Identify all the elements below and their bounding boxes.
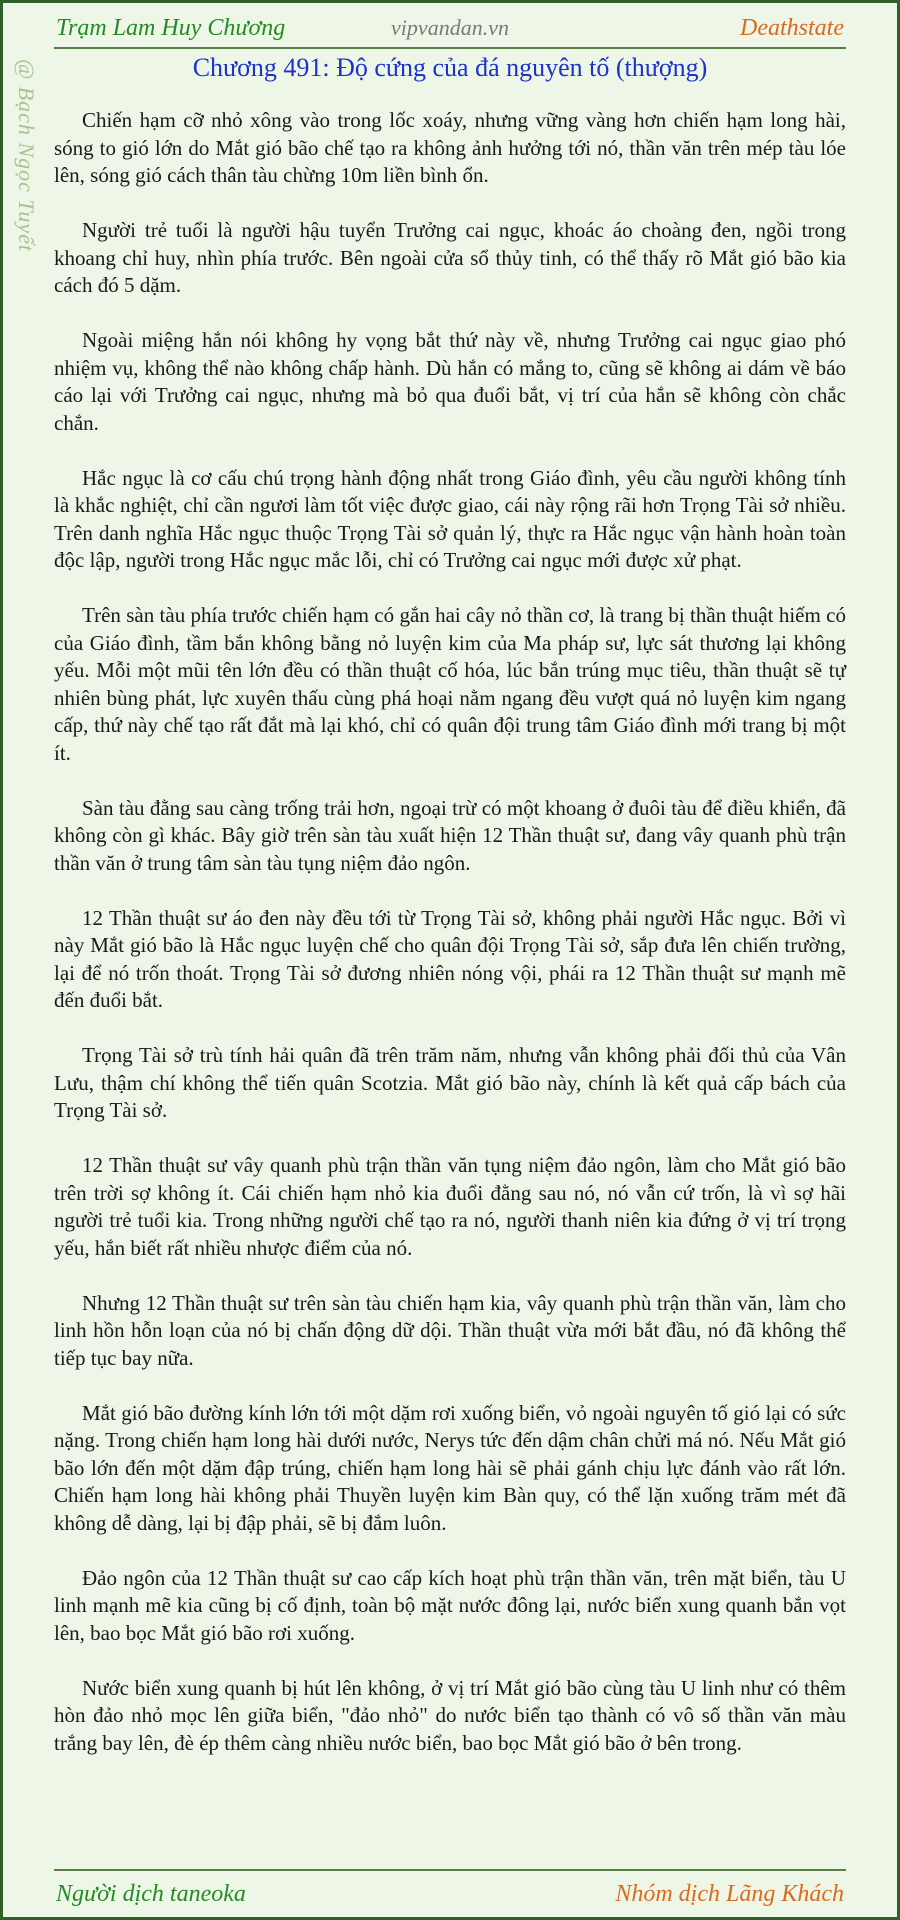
paragraph: 12 Thần thuật sư áo đen này đều tới từ Trọng Tài sở, không phải người Hắc ngục. Bởi vì này Mắt gió bão là Hắc ngục luyện chế cho quân đội Trọng Tài sở, sắp đưa lên chiến trường, lại để nó trốn thoát. Trọng Tài sở đương nhiên nóng vội, phái ra 12 Thần thuật sư mạnh mẽ đến đuổi bắt. [54,905,846,1012]
paragraph: Chiến hạm cỡ nhỏ xông vào trong lốc xoáy, nhưng vững vàng hơn chiến hạm long hài, sóng to gió lớn do Mắt gió bão chế tạo ra không ảnh hưởng tới nó, thần văn trên mép tàu lóe lên, sóng gió cách thân tàu chừng 10m liền bình ổn. [54,108,846,187]
paragraph: 12 Thần thuật sư vây quanh phù trận thần văn tụng niệm đảo ngôn, làm cho Mắt gió bão trên trời sợ không ít. Cái chiến hạm nhỏ kia đuổi đằng sau nó, nó vẫn cứ trốn, là vì sợ hãi người trẻ tuổi kia. Trong những người chế tạo ra nó, người thanh niên kia đứng ở vị trí trọng yếu, hắn biết rất nhiều nhược điểm của nó. [54,1153,846,1260]
header-translation-site: Trạm Lam Huy Chương [56,15,286,41]
header-website: vipvandan.vn [391,15,509,40]
footer-translator: Người dịch taneoka [56,1881,246,1907]
paragraph: Đảo ngôn của 12 Thần thuật sư cao cấp kích hoạt phù trận thần văn, trên mặt biển, tàu U linh mạnh mẽ kia cũng bị cố định, toàn bộ mặt nước đông lại, nước biển xung quanh bắn vọt lên, bao bọc Mắt gió bão rơi xuống. [54,1565,846,1645]
paragraph: Ngoài miệng hắn nói không hy vọng bắt thứ này về, nhưng Trưởng cai ngục giao phó nhiệm vụ, không thể nào không chấp hành. Dù hắn có mắng to, cũng sẽ không ai dám về báo cáo lại với Trưởng cai ngục, nhưng mà bỏ qua đuổi bắt, vị trí của hắn sẽ không còn chắc chắn. [54,328,846,435]
side-credit: @ Bạch Ngọc Tuyết [14,59,39,253]
page-footer [54,1869,846,1909]
chapter-body [54,107,846,1785]
paragraph: Trọng Tài sở trù tính hải quân đã trên trăm năm, nhưng vẫn không phải đối thủ của Vân Lưu, thậm chí không thể tiến quân Scotzia. Mắt gió bão này, chính là kết quả cấp bách của Trọng Tài sở. [54,1043,846,1122]
page-header [54,11,846,49]
paragraph: Nhưng 12 Thần thuật sư trên sàn tàu chiến hạm kia, vây quanh phù trận thần văn, làm cho linh hồn hỗn loạn của nó bị chấn động dữ dội. Thần thuật vừa mới bắt đầu, nó đã không thể tiếp tục bay nữa. [54,1290,846,1370]
chapter-title: Chương 491: Độ cứng của đá nguyên tố (thượng) [192,53,708,82]
paragraph: Người trẻ tuổi là người hậu tuyển Trưởng cai ngục, khoác áo choàng đen, ngồi trong khoang chỉ huy, nhìn phía trước. Bên ngoài cửa sổ thủy tinh, có thể thấy rõ Mắt gió bão kia cách đó 5 dặm. [54,218,846,297]
header-author: Deathstate [740,15,844,41]
paragraph: Mắt gió bão đường kính lớn tới một dặm rơi xuống biển, vỏ ngoài nguyên tố gió lại có sức nặng. Trong chiến hạm long hài dưới nước, Nerys tức đến dậm chân chửi má nó. Nếu Mắt gió bão lớn đến một dặm đập trúng, chiến hạm long hài sẽ phải gánh chịu lực đánh vào rất lớn. Chiến hạm long hài không phải Thuyền luyện kim Bàn quy, có thể lặn xuống trăm mét đã không dễ dàng, lại bị đập phải, sẽ bị đắm luôn. [54,1400,846,1535]
paragraph: Nước biển xung quanh bị hút lên không, ở vị trí Mắt gió bão cùng tàu U linh như có thêm hòn đảo nhỏ mọc lên giữa biển, "đảo nhỏ" do nước biển tạo thành có vô số thần văn màu trắng bay lên, đè ép thêm càng nhiều nước biển, bao bọc Mắt gió bão ở bên trong. [54,1675,846,1755]
paragraph: Trên sàn tàu phía trước chiến hạm có gắn hai cây nỏ thần cơ, là trang bị thần thuật hiếm có của Giáo đình, tầm bắn không bằng nỏ luyện kim của Ma pháp sư, lực sát thương lại không yếu. Mỗi một mũi tên lớn đều có thần thuật cố hóa, lúc bắn trúng mục tiêu, thần thuật sẽ tự nhiên bùng phát, lực xuyên thấu cùng phá hoại nằm ngang đều vượt quá nỏ luyện kim ngang cấp, thứ này chế tạo rất đắt mà lại khó, chỉ có quân đội trung tâm Giáo đình mới trang bị một ít. [54,603,846,765]
footer-group: Nhóm dịch Lãng Khách [615,1881,844,1907]
paragraph: Sàn tàu đằng sau càng trống trải hơn, ngoại trừ có một khoang ở đuôi tàu để điều khiển, đã không còn gì khác. Bây giờ trên sàn tàu xuất hiện 12 Thần thuật sư, đang vây quanh phù trận thần văn ở trung tâm sàn tàu tụng niệm đảo ngôn. [54,795,846,875]
paragraph: Hắc ngục là cơ cấu chú trọng hành động nhất trong Giáo đình, yêu cầu người không tính là khắc nghiệt, chỉ cần ngươi làm tốt việc được giao, cái này rộng rãi hơn Trọng Tài sở nhiều. Trên danh nghĩa Hắc ngục thuộc Trọng Tài sở quản lý, thực ra Hắc ngục vận hành hoàn toàn độc lập, người trong Hắc ngục mắc lỗi, chỉ có Trưởng cai ngục mới được xử phạt. [54,465,846,572]
